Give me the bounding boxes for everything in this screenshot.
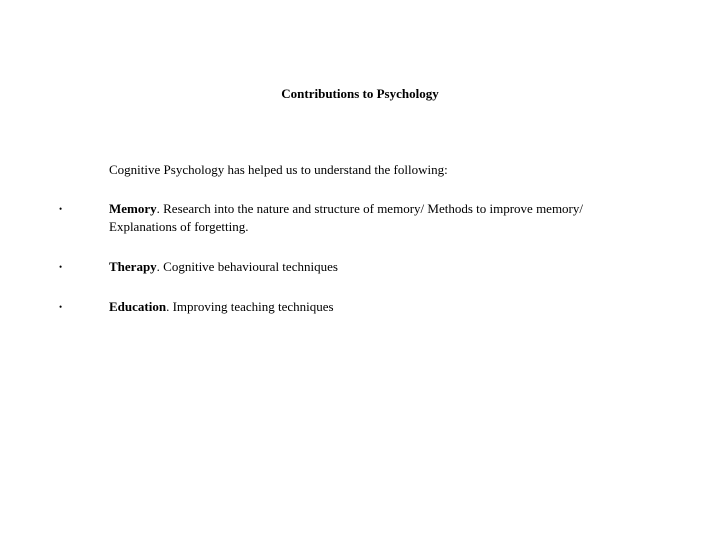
bullet-icon: • [59, 262, 63, 272]
bullet-content [109, 258, 649, 276]
intro-text: Cognitive Psychology has helped us to understand the following: [109, 162, 448, 177]
bullet-description: . Improving teaching techniques [166, 299, 334, 314]
bullet-term: Memory [109, 201, 157, 216]
bullet-description: . Cognitive behavioural techniques [156, 259, 338, 274]
bullet-term: Therapy [109, 259, 157, 274]
slide-title: Contributions to Psychology [281, 86, 439, 101]
bullet-content [109, 200, 649, 236]
bullet-content [109, 298, 649, 316]
bullet-icon: • [59, 204, 63, 214]
bullet-icon: • [59, 302, 63, 312]
bullet-term: Education [109, 299, 167, 314]
bullet-description: . Research into the nature and structure of memory/ Methods to improve memory/ Explanations of forgetting. [109, 201, 583, 234]
